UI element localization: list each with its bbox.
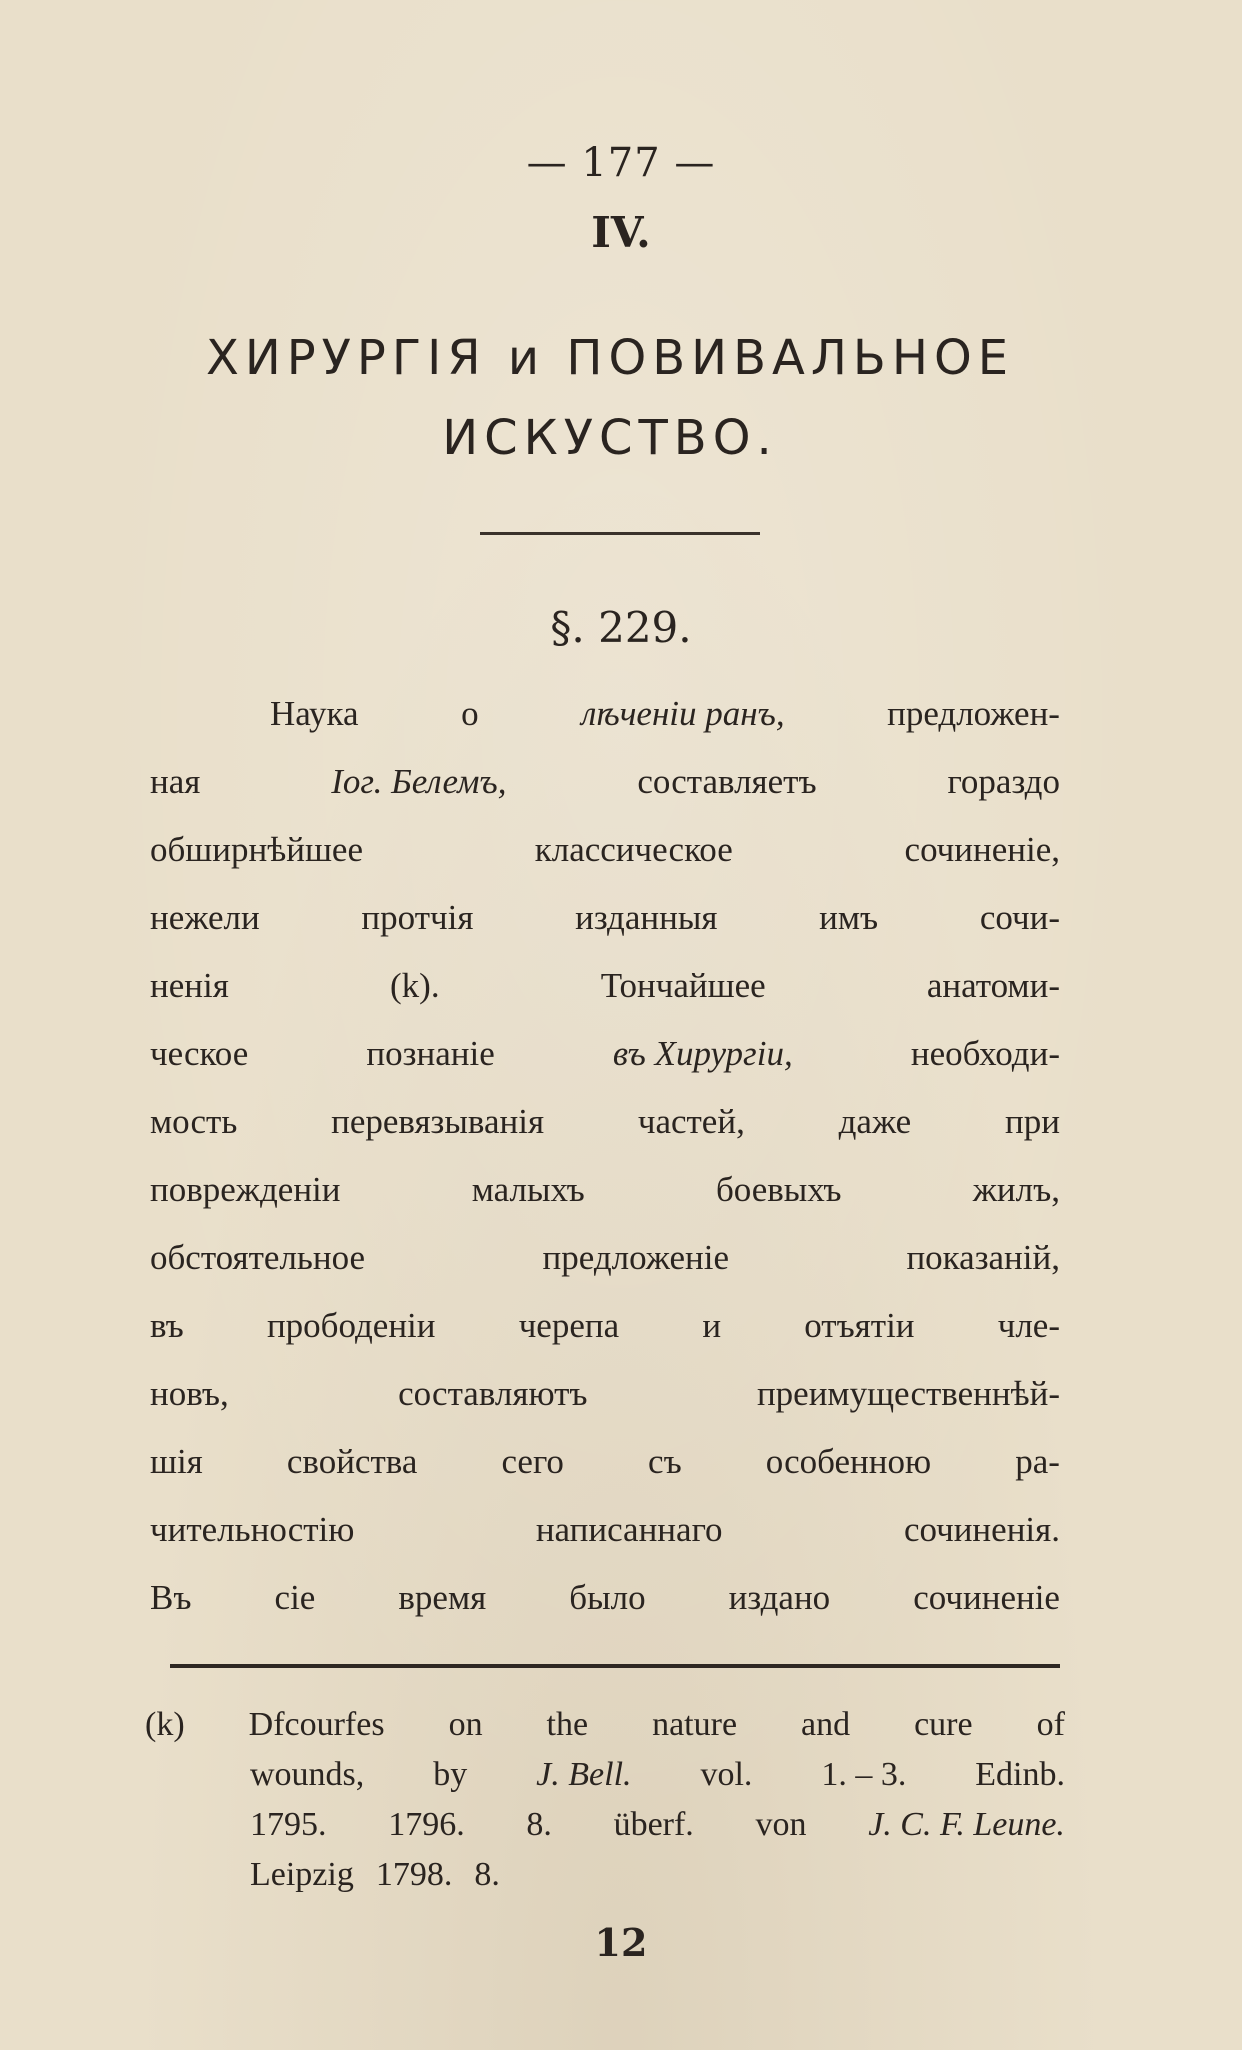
word: Edinb.: [975, 1756, 1065, 1793]
word: нежели: [150, 898, 260, 937]
word: особенною: [765, 1442, 932, 1481]
word: 8.: [526, 1806, 552, 1843]
word: перевязыванія: [331, 1102, 545, 1141]
word: чительностію: [150, 1510, 355, 1549]
word: время: [398, 1578, 487, 1617]
word: cure: [914, 1706, 973, 1743]
footnote-line: [145, 1700, 1065, 1750]
word: частей,: [637, 1102, 745, 1141]
word: протчія: [361, 898, 474, 937]
body-line: [150, 680, 1060, 748]
word: сочи-: [979, 898, 1060, 937]
word: сочиненіе,: [904, 830, 1060, 869]
word: черепа: [518, 1306, 620, 1345]
word: изданныя: [575, 898, 718, 937]
word: 1. – 3.: [821, 1756, 907, 1793]
footnote-divider: [170, 1664, 1060, 1668]
word: составляютъ: [398, 1374, 588, 1413]
word: даже: [838, 1102, 912, 1141]
chapter-title-line-1: ХИРУРГІЯ и ПОВИВАЛЬНОЕ: [205, 330, 1015, 386]
word: мость: [150, 1102, 238, 1141]
body-line: [150, 884, 1060, 952]
word: ная: [150, 762, 201, 801]
word: обстоятельное: [150, 1238, 366, 1277]
word: J. C. F. Leune.: [868, 1806, 1065, 1843]
body-text: [150, 680, 1060, 1632]
word: on: [448, 1706, 483, 1743]
word: сочиненіе: [913, 1578, 1060, 1617]
word: Dfcourfes: [248, 1706, 385, 1743]
body-line: [150, 1020, 1060, 1088]
word: при: [1005, 1102, 1060, 1141]
word: чле-: [997, 1306, 1060, 1345]
word: сочиненія.: [903, 1510, 1060, 1549]
word: жилъ,: [972, 1170, 1060, 1209]
word: показаній,: [906, 1238, 1060, 1277]
word: ра-: [1015, 1442, 1060, 1481]
word: nature: [652, 1706, 738, 1743]
word: by: [433, 1756, 468, 1793]
word: новъ,: [150, 1374, 229, 1413]
word: было: [569, 1578, 646, 1617]
word: лѣченіи ранъ,: [581, 694, 785, 733]
footnote-line: [145, 1850, 1065, 1900]
word: предложен-: [887, 694, 1060, 733]
page-number: — 177 —: [526, 140, 716, 186]
word: wounds,: [250, 1756, 365, 1793]
body-line: [150, 1156, 1060, 1224]
word: Тончайшее: [600, 966, 766, 1005]
word: and: [801, 1706, 851, 1743]
word: гораздо: [947, 762, 1060, 801]
word: составляетъ: [637, 762, 817, 801]
word: 1795.: [250, 1806, 327, 1843]
word: написаннаго: [535, 1510, 723, 1549]
chapter-title-line-2: ИСКУСТВО.: [442, 410, 778, 466]
word: имъ: [819, 898, 879, 937]
title-divider: [480, 532, 760, 535]
signature-mark: 12: [594, 1920, 648, 1965]
word: необходи-: [910, 1034, 1060, 1073]
word: въ: [150, 1306, 184, 1345]
word: ненія: [150, 966, 229, 1005]
word: преимущественнѣй-: [756, 1374, 1060, 1413]
body-line: [150, 952, 1060, 1020]
word: of: [1036, 1706, 1065, 1743]
word: von: [755, 1806, 807, 1843]
word: шія: [150, 1442, 203, 1481]
body-line: [150, 748, 1060, 816]
body-line: [150, 1292, 1060, 1360]
body-line: [150, 1496, 1060, 1564]
body-line: [150, 1564, 1060, 1632]
footnote-line: [145, 1800, 1065, 1850]
body-line: [150, 1224, 1060, 1292]
word: поврежденіи: [150, 1170, 341, 1209]
body-line: [150, 1088, 1060, 1156]
footnote-marker: (k): [145, 1706, 185, 1743]
word: познаніе: [366, 1034, 495, 1073]
word: классическое: [534, 830, 733, 869]
footnote-reference: (k).: [390, 966, 440, 1005]
footnote-line: [145, 1750, 1065, 1800]
word: прободеніи: [266, 1306, 436, 1345]
body-line: [150, 1360, 1060, 1428]
word: отъятіи: [804, 1306, 915, 1345]
word: vol.: [700, 1756, 753, 1793]
word: Въ: [150, 1578, 192, 1617]
word: свойства: [286, 1442, 418, 1481]
body-line: [150, 1428, 1060, 1496]
word: сего: [501, 1442, 564, 1481]
word: издано: [728, 1578, 831, 1617]
word: съ: [648, 1442, 682, 1481]
word: боевыхъ: [715, 1170, 842, 1209]
word: ческое: [150, 1034, 249, 1073]
word: Наука: [270, 694, 359, 733]
word: обширнѣйшее: [150, 830, 363, 869]
section-number: IV.: [591, 208, 651, 257]
word: въ Хирургіи,: [612, 1034, 793, 1073]
word: J. Bell.: [536, 1756, 632, 1793]
word: сіе: [274, 1578, 316, 1617]
word: the: [546, 1706, 589, 1743]
word: и: [702, 1306, 722, 1345]
word: 8.: [474, 1856, 500, 1893]
word: Іог. Белемъ,: [331, 762, 507, 801]
word: Leipzig: [250, 1856, 354, 1893]
paragraph-number: §. 229.: [550, 603, 692, 652]
footnote: [145, 1700, 1065, 1900]
word: предложеніе: [542, 1238, 729, 1277]
word: о: [461, 694, 479, 733]
word: überf.: [613, 1806, 694, 1843]
word: 1798.: [375, 1856, 453, 1893]
word: 1796.: [388, 1806, 465, 1843]
word: малыхъ: [471, 1170, 585, 1209]
body-line: [150, 816, 1060, 884]
word: анатоми-: [926, 966, 1060, 1005]
chapter-title: [150, 318, 1070, 478]
